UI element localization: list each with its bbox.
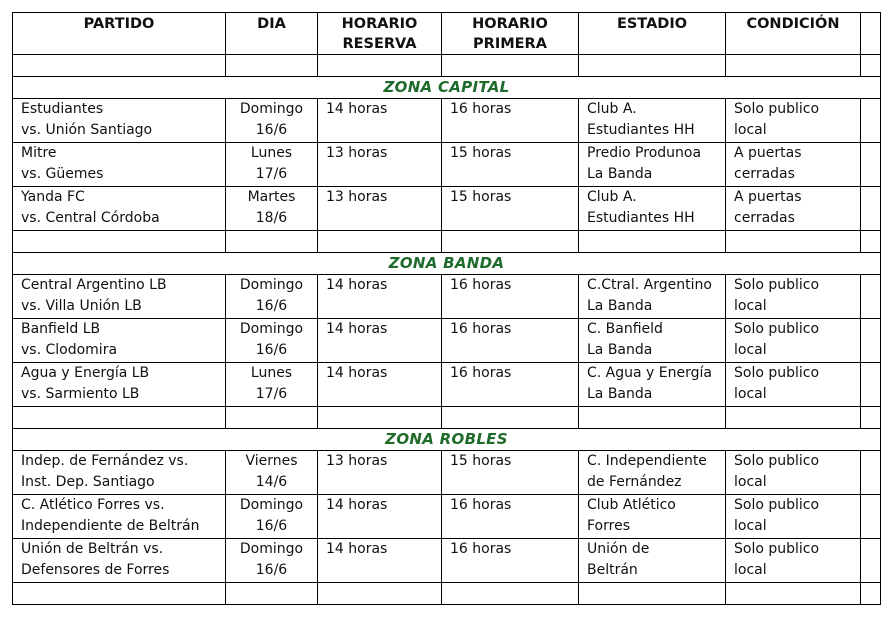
empty-cell [13,231,226,253]
cell-line: ESTADIO [616,16,688,32]
cell-line: 16 horas [450,321,512,337]
column-header [579,13,726,55]
match-name [13,187,226,231]
empty-cell [13,407,226,429]
cell-line: C. Atlético Forres vs. [21,497,165,513]
fixture-table [12,12,881,605]
empty-cell [861,583,881,605]
first-team-time [442,319,579,363]
cell-line: 16 horas [450,365,512,381]
first-team-time [442,275,579,319]
first-team-time [442,187,579,231]
cell-line: Unión de [587,541,650,557]
cell-line: vs. Unión Santiago [21,122,153,138]
cell-line: Mitre [21,145,57,161]
cell-line: Yanda FC [21,189,85,205]
empty-cell [318,583,442,605]
reserve-time [318,495,442,539]
empty-cell [226,55,318,77]
stadium [579,319,726,363]
cell-line: 15 horas [450,145,512,161]
spacer-cell [861,143,881,187]
cell-line: Domingo [239,277,304,293]
spacer-cell [861,363,881,407]
cell-line: Club A. [587,189,637,205]
cell-line: C. Agua y Energía [587,365,712,381]
reserve-time [318,275,442,319]
cell-line: Domingo [239,321,304,337]
first-team-time [442,451,579,495]
cell-line: Club A. [587,101,637,117]
cell-line: 17/6 [255,386,288,402]
first-team-time [442,143,579,187]
cell-line: HORARIO [341,16,418,32]
cell-line: 14 horas [326,101,388,117]
match-day [226,495,318,539]
stadium [579,99,726,143]
cell-line: local [734,386,767,402]
column-header [13,13,226,55]
cell-line: C.Ctral. Argentino [587,277,712,293]
empty-cell [579,407,726,429]
cell-line: C. Banfield [587,321,663,337]
cell-line: A puertas [734,189,802,205]
cell-line: de Fernández [587,474,682,490]
cell-line: Inst. Dep. Santiago [21,474,155,490]
cell-line: RESERVA [342,36,417,52]
cell-line: local [734,342,767,358]
cell-line: 14 horas [326,277,388,293]
cell-line: Domingo [239,497,304,513]
match-name [13,539,226,583]
cell-line: 16/6 [255,298,288,314]
first-team-time [442,539,579,583]
match-day [226,539,318,583]
header-row [13,13,881,55]
cell-line: Estudiantes [21,101,104,117]
empty-row [13,407,881,429]
cell-line: 14 horas [326,321,388,337]
cell-line: La Banda [587,386,653,402]
condition [726,99,861,143]
cell-line: 14 horas [326,365,388,381]
match-day [226,99,318,143]
cell-line: 16/6 [255,518,288,534]
empty-cell [726,583,861,605]
match-name [13,99,226,143]
cell-line: Lunes [250,365,293,381]
empty-cell [861,407,881,429]
cell-line: Solo publico [734,101,820,117]
cell-line: 15 horas [450,189,512,205]
reserve-time [318,143,442,187]
match-row [13,143,881,187]
cell-line: 16 horas [450,541,512,557]
cell-line: local [734,518,767,534]
reserve-time [318,187,442,231]
reserve-time [318,451,442,495]
cell-line: cerradas [734,210,795,226]
cell-line: 14 horas [326,541,388,557]
zone-row [13,77,881,99]
match-row [13,539,881,583]
cell-line: Estudiantes HH [587,122,695,138]
empty-cell [318,407,442,429]
cell-line: La Banda [587,298,653,314]
first-team-time [442,495,579,539]
match-row [13,495,881,539]
cell-line: C. Independiente [587,453,707,469]
cell-line: local [734,562,767,578]
cell-line: 17/6 [255,166,288,182]
match-day [226,319,318,363]
spacer-cell [861,13,881,55]
cell-line: A puertas [734,145,802,161]
cell-line: Viernes [245,453,298,469]
match-name [13,495,226,539]
empty-cell [13,583,226,605]
reserve-time [318,363,442,407]
empty-cell [861,55,881,77]
cell-line: 14 horas [326,497,388,513]
empty-cell [579,55,726,77]
cell-line: Domingo [239,541,304,557]
stadium [579,539,726,583]
cell-line: vs. Central Córdoba [21,210,160,226]
condition [726,275,861,319]
cell-line: Solo publico [734,277,820,293]
cell-line: Central Argentino LB [21,277,167,293]
match-row [13,187,881,231]
match-day [226,451,318,495]
cell-line: CONDICIÓN [746,16,840,32]
condition [726,539,861,583]
match-day [226,187,318,231]
match-name [13,275,226,319]
cell-line: Lunes [250,145,293,161]
cell-line: Unión de Beltrán vs. [21,541,164,557]
zone-title: ZONA BANDA [13,253,881,275]
stadium [579,495,726,539]
empty-cell [442,407,579,429]
zone-row [13,253,881,275]
empty-cell [13,55,226,77]
empty-cell [579,583,726,605]
zone-title: ZONA CAPITAL [13,77,881,99]
match-name [13,363,226,407]
spacer-cell [861,275,881,319]
cell-line: Domingo [239,101,304,117]
match-name [13,319,226,363]
column-header [726,13,861,55]
match-day [226,275,318,319]
cell-line: 16 horas [450,497,512,513]
match-name [13,143,226,187]
match-day [226,363,318,407]
cell-line: 16/6 [255,122,288,138]
cell-line: vs. Güemes [21,166,104,182]
empty-row [13,583,881,605]
column-header [226,13,318,55]
empty-cell [226,583,318,605]
cell-line: 13 horas [326,189,388,205]
cell-line: Forres [587,518,630,534]
cell-line: 16/6 [255,562,288,578]
match-row [13,451,881,495]
cell-line: local [734,122,767,138]
cell-line: Solo publico [734,365,820,381]
empty-row [13,231,881,253]
cell-line: local [734,298,767,314]
cell-line: local [734,474,767,490]
stadium [579,143,726,187]
match-day [226,143,318,187]
zone-row [13,429,881,451]
condition [726,187,861,231]
spacer-cell [861,539,881,583]
cell-line: Solo publico [734,453,820,469]
condition [726,319,861,363]
cell-line: 14/6 [255,474,288,490]
cell-line: vs. Villa Unión LB [21,298,142,314]
spacer-cell [861,319,881,363]
cell-line: 13 horas [326,145,388,161]
empty-cell [442,55,579,77]
reserve-time [318,319,442,363]
empty-cell [726,55,861,77]
cell-line: cerradas [734,166,795,182]
empty-cell [726,231,861,253]
spacer-cell [861,451,881,495]
cell-line: Martes [247,189,296,205]
cell-line: Solo publico [734,321,820,337]
stadium [579,363,726,407]
empty-cell [726,407,861,429]
cell-line: Solo publico [734,541,820,557]
cell-line: HORARIO [472,16,548,32]
cell-line: 16 horas [450,277,512,293]
stadium [579,187,726,231]
empty-row [13,55,881,77]
cell-line: Solo publico [734,497,820,513]
cell-line: PARTIDO [83,16,155,32]
cell-line: Independiente de Beltrán [21,518,200,534]
match-row [13,99,881,143]
reserve-time [318,99,442,143]
stadium [579,451,726,495]
condition [726,451,861,495]
empty-cell [442,583,579,605]
condition [726,363,861,407]
stadium [579,275,726,319]
match-name [13,451,226,495]
condition [726,495,861,539]
cell-line: Indep. de Fernández vs. [21,453,189,469]
column-header [318,13,442,55]
spacer-cell [861,99,881,143]
zone-title: ZONA ROBLES [13,429,881,451]
match-row [13,275,881,319]
reserve-time [318,539,442,583]
empty-cell [861,231,881,253]
condition [726,143,861,187]
match-row [13,363,881,407]
cell-line: La Banda [587,342,653,358]
cell-line: 16/6 [255,342,288,358]
first-team-time [442,363,579,407]
cell-line: Estudiantes HH [587,210,695,226]
cell-line: vs. Sarmiento LB [21,386,140,402]
cell-line: 13 horas [326,453,388,469]
spacer-cell [861,495,881,539]
empty-cell [579,231,726,253]
cell-line: vs. Clodomira [21,342,118,358]
cell-line: Beltrán [587,562,638,578]
cell-line: 16 horas [450,101,512,117]
cell-line: Banfield LB [21,321,101,337]
cell-line: Club Atlético [587,497,676,513]
cell-line: Agua y Energía LB [21,365,150,381]
cell-line: 15 horas [450,453,512,469]
first-team-time [442,99,579,143]
column-header [442,13,579,55]
cell-line: 18/6 [255,210,288,226]
cell-line: PRIMERA [473,36,547,52]
empty-cell [226,231,318,253]
cell-line: Predio Produnoa [587,145,702,161]
cell-line: Defensores de Forres [21,562,170,578]
empty-cell [318,55,442,77]
match-row [13,319,881,363]
cell-line: DIA [257,16,286,32]
empty-cell [318,231,442,253]
empty-cell [442,231,579,253]
spacer-cell [861,187,881,231]
empty-cell [226,407,318,429]
cell-line: La Banda [587,166,653,182]
